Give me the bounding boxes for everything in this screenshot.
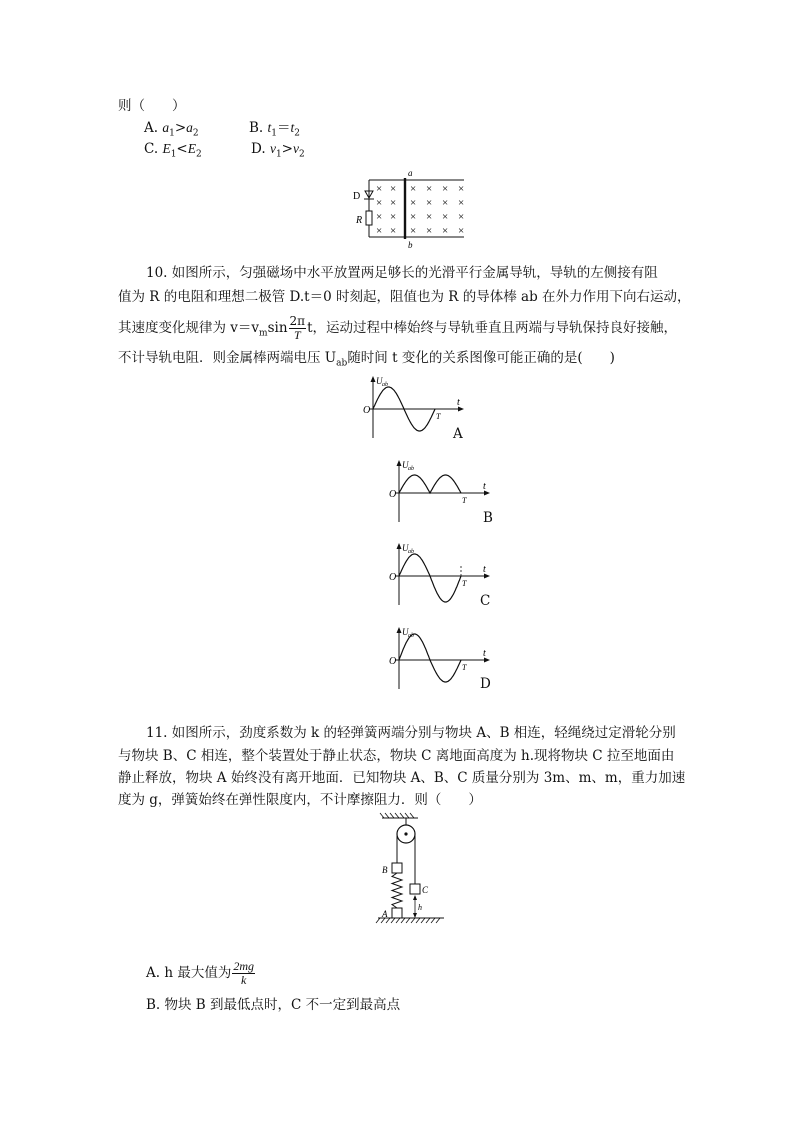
q10-line-3: 其速度变化规律为 $v=v_m\sin$ $\frac{2\pi}{T}$ t，运动过程中棒始终与导轨垂直且两端与导轨保持良好接触， [118,314,678,342]
y-axis-label-sub: ab [408,466,414,472]
curve [399,475,461,493]
ceiling-hatch-line [410,813,414,818]
rod-label-a: a [408,168,413,178]
field-cross-1-4: × [442,197,449,209]
field-cross-3-2: × [410,225,417,237]
q10-graph-a-letter: A [453,426,463,442]
block-b-label: B [382,865,388,875]
x-axis-label: t [483,481,486,492]
q10-graph-b-letter: B [483,510,493,526]
y-axis-label-sub: ab [408,549,414,555]
field-cross-0-4: × [442,183,449,195]
ground-hatch-line [431,918,435,923]
field-cross-2-2: × [410,211,417,223]
field-cross-3-0: × [376,225,383,237]
pulley-axle [404,832,407,835]
ground-hatch-line [436,918,440,923]
period-label: T [462,663,467,672]
y-axis-label: U [402,460,409,470]
field-cross-0-3: × [426,183,433,195]
x-axis-label: t [483,648,486,659]
ground-hatch-line [411,918,415,923]
q11-option-a[interactable]: A. h 最大值为 $\frac{2mg}{k}$ [146,959,254,987]
y-axis-label: U [402,543,409,553]
q11-pulley-figure [374,812,454,932]
field-cross-3-3: × [426,225,433,237]
y-axis-arrow [371,376,376,382]
ceiling-hatch-line [390,813,394,818]
q9-option-c[interactable]: C. $E_1<E_2$ [144,141,202,160]
field-cross-1-1: × [390,197,397,209]
q11-option-a-fraction: $\frac{2mg}{k}$ [233,959,254,987]
q9-option-d[interactable]: D. $v_1>v_2$ [251,141,305,160]
ground-hatch-line [421,918,425,923]
magnetic-field-marks [376,183,464,237]
q10-graph-a[interactable] [358,372,468,442]
block-a-label: A [382,909,388,919]
period-label: T [462,579,467,588]
y-axis-label-sub: ab [382,382,388,388]
y-axis-arrow [397,543,402,549]
field-cross-3-1: × [390,225,397,237]
field-cross-0-0: × [376,183,383,195]
curve [399,634,461,682]
ground-hatch-line [416,918,420,923]
ceiling-hatch-line [405,813,409,818]
q11-line-2: 与物块 B、C 相连，整个装置处于静止状态，物块 C 离地面高度为 h.现将物块 C 拉至地面由 [118,748,675,764]
y-axis-label: U [376,376,383,386]
field-cross-3-5: × [458,225,465,237]
y-axis-label: U [402,627,409,637]
block-b [392,863,402,873]
q10-line-4: 不计导轨电阻．则金属棒两端电压 $U_{ab}$随时间 t 变化的关系图像可能正确的是( ) [118,350,615,369]
field-cross-1-3: × [426,197,433,209]
x-axis-label: t [483,564,486,575]
q10-line-2: 值为 R 的电阻和理想二极管 D.t＝0 时刻起，阻值也为 R 的导体棒 ab 在外力作用下向右运动， [118,289,691,305]
origin-label: O [389,489,397,500]
block-c-label: C [422,885,429,895]
field-cross-2-4: × [442,211,449,223]
rod-label-b: b [408,240,413,250]
block-c [410,884,420,894]
q10-graph-d-letter: D [480,676,491,692]
field-cross-1-2: × [410,197,417,209]
q11-option-b[interactable]: B. 物块 B 到最低点时，C 不一定到最高点 [146,997,401,1013]
q11-line-3: 静止释放，物块 A 始终没有离开地面．已知物块 A、B、C 质量分别为 3m、m、m，重力加速 [118,770,686,786]
period-label: T [436,412,441,421]
q9-stem-tail: 则（ ） [118,98,186,114]
curve [399,554,461,602]
q10-graph-b[interactable] [384,456,494,526]
y-axis-arrow [397,460,402,466]
field-cross-2-1: × [390,211,397,223]
field-cross-2-0: × [376,211,383,223]
ceiling-hatch-line [380,813,384,818]
ceiling-hatch-line [400,813,404,818]
q11-line-4: 度为 g，弹簧始终在弹性限度内，不计摩擦阻力．则（ ） [118,792,482,808]
resistor-symbol [366,211,372,225]
y-axis-arrow [397,627,402,633]
q9-circuit-figure [350,166,480,248]
ground-hatch-line [401,918,405,923]
ground-hatch-line [406,918,410,923]
origin-label: O [363,405,371,416]
q11-line-1: 11. 如图所示，劲度系数为 k 的轻弹簧两端分别与物块 A、B 相连，轻绳绕过定滑轮分别 [146,725,676,741]
ceiling-hatch-line [385,813,389,818]
q10-line-1: 10. 如图所示，匀强磁场中水平放置两足够长的光滑平行金属导轨，导轨的左侧接有阻 [146,265,658,281]
diode-label: D [353,191,361,202]
height-label: h [418,903,422,912]
y-axis-label-sub: ab [408,633,414,639]
field-cross-0-1: × [390,183,397,195]
ground-hatch-line [396,918,400,923]
q10-graph-c[interactable] [384,539,494,609]
block-a [392,908,402,918]
ceiling [380,813,418,818]
q10-fraction: $\frac{2\pi}{T}$ [289,314,306,342]
ceiling-hatch-line [395,813,399,818]
q10-graph-c-letter: C [480,593,491,609]
q9-option-a[interactable]: A. $a_1>a_2$ [144,120,199,139]
ground-hatch-line [376,918,380,923]
field-cross-2-3: × [426,211,433,223]
q9-option-b[interactable]: B. $t_1=t_2$ [249,120,301,139]
origin-label: O [389,656,397,667]
ground-hatch-line [391,918,395,923]
field-cross-3-4: × [442,225,449,237]
period-label: T [462,496,467,505]
field-cross-1-0: × [376,197,383,209]
field-cross-0-2: × [410,183,417,195]
q10-graph-d[interactable] [384,623,494,693]
field-cross-2-5: × [458,211,465,223]
resistor-label: R [356,215,363,226]
origin-label: O [389,572,397,583]
field-cross-1-5: × [458,197,465,209]
x-axis-label: t [457,397,460,408]
height-arrow-head-top [413,895,417,900]
field-cross-0-5: × [458,183,465,195]
spring [392,873,402,908]
ground-hatch-line [426,918,430,923]
height-arrow-head-bottom [413,913,417,918]
